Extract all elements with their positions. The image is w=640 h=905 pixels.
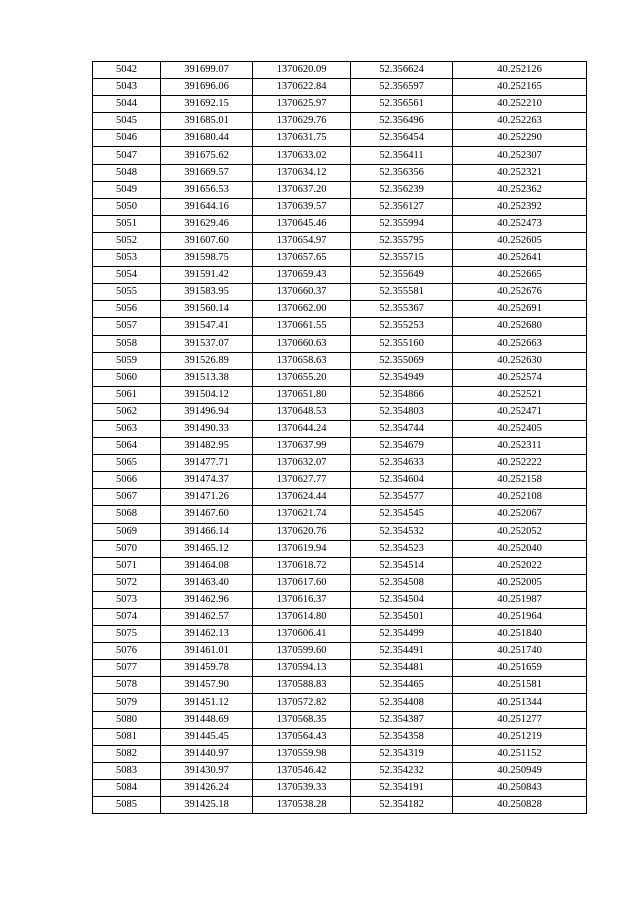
x-coordinate-cell: 391656.53 bbox=[161, 181, 253, 198]
coordinates-table bbox=[92, 61, 587, 814]
x-coordinate-cell: 391591.42 bbox=[161, 267, 253, 284]
y-coordinate-cell: 1370655.20 bbox=[253, 369, 351, 386]
y-coordinate-cell: 1370634.12 bbox=[253, 164, 351, 181]
table-row bbox=[93, 301, 587, 318]
longitude-cell: 40.252321 bbox=[453, 164, 587, 181]
longitude-cell: 40.252108 bbox=[453, 489, 587, 506]
point-number-cell: 5072 bbox=[93, 574, 161, 591]
x-coordinate-cell: 391426.24 bbox=[161, 779, 253, 796]
point-number-cell: 5073 bbox=[93, 591, 161, 608]
point-number-cell: 5046 bbox=[93, 130, 161, 147]
table-row bbox=[93, 506, 587, 523]
latitude-cell: 52.354508 bbox=[351, 574, 453, 591]
longitude-cell: 40.252311 bbox=[453, 438, 587, 455]
point-number-cell: 5055 bbox=[93, 284, 161, 301]
coordinates-table-body bbox=[93, 62, 587, 814]
x-coordinate-cell: 391463.40 bbox=[161, 574, 253, 591]
y-coordinate-cell: 1370619.94 bbox=[253, 540, 351, 557]
x-coordinate-cell: 391466.14 bbox=[161, 523, 253, 540]
y-coordinate-cell: 1370631.75 bbox=[253, 130, 351, 147]
longitude-cell: 40.252022 bbox=[453, 557, 587, 574]
table-row bbox=[93, 762, 587, 779]
x-coordinate-cell: 391675.62 bbox=[161, 147, 253, 164]
y-coordinate-cell: 1370588.83 bbox=[253, 677, 351, 694]
y-coordinate-cell: 1370546.42 bbox=[253, 762, 351, 779]
table-row bbox=[93, 318, 587, 335]
x-coordinate-cell: 391696.06 bbox=[161, 79, 253, 96]
x-coordinate-cell: 391560.14 bbox=[161, 301, 253, 318]
y-coordinate-cell: 1370539.33 bbox=[253, 779, 351, 796]
table-row bbox=[93, 523, 587, 540]
point-number-cell: 5048 bbox=[93, 164, 161, 181]
table-row bbox=[93, 386, 587, 403]
table-row bbox=[93, 779, 587, 796]
x-coordinate-cell: 391598.75 bbox=[161, 250, 253, 267]
point-number-cell: 5074 bbox=[93, 609, 161, 626]
longitude-cell: 40.252165 bbox=[453, 79, 587, 96]
y-coordinate-cell: 1370559.98 bbox=[253, 745, 351, 762]
x-coordinate-cell: 391685.01 bbox=[161, 113, 253, 130]
x-coordinate-cell: 391430.97 bbox=[161, 762, 253, 779]
x-coordinate-cell: 391448.69 bbox=[161, 711, 253, 728]
longitude-cell: 40.252392 bbox=[453, 198, 587, 215]
x-coordinate-cell: 391462.57 bbox=[161, 609, 253, 626]
y-coordinate-cell: 1370614.80 bbox=[253, 609, 351, 626]
longitude-cell: 40.252040 bbox=[453, 540, 587, 557]
x-coordinate-cell: 391629.46 bbox=[161, 215, 253, 232]
latitude-cell: 52.355581 bbox=[351, 284, 453, 301]
table-row bbox=[93, 232, 587, 249]
latitude-cell: 52.356454 bbox=[351, 130, 453, 147]
x-coordinate-cell: 391607.60 bbox=[161, 232, 253, 249]
latitude-cell: 52.356624 bbox=[351, 62, 453, 79]
longitude-cell: 40.252691 bbox=[453, 301, 587, 318]
latitude-cell: 52.356561 bbox=[351, 96, 453, 113]
x-coordinate-cell: 391526.89 bbox=[161, 352, 253, 369]
point-number-cell: 5064 bbox=[93, 438, 161, 455]
longitude-cell: 40.252473 bbox=[453, 215, 587, 232]
point-number-cell: 5047 bbox=[93, 147, 161, 164]
table-row bbox=[93, 438, 587, 455]
latitude-cell: 52.356239 bbox=[351, 181, 453, 198]
table-row bbox=[93, 113, 587, 130]
x-coordinate-cell: 391465.12 bbox=[161, 540, 253, 557]
latitude-cell: 52.354633 bbox=[351, 455, 453, 472]
x-coordinate-cell: 391477.71 bbox=[161, 455, 253, 472]
point-number-cell: 5069 bbox=[93, 523, 161, 540]
table-row bbox=[93, 62, 587, 79]
table-row bbox=[93, 540, 587, 557]
table-row bbox=[93, 472, 587, 489]
table-row bbox=[93, 335, 587, 352]
point-number-cell: 5042 bbox=[93, 62, 161, 79]
point-number-cell: 5067 bbox=[93, 489, 161, 506]
latitude-cell: 52.354532 bbox=[351, 523, 453, 540]
longitude-cell: 40.252052 bbox=[453, 523, 587, 540]
y-coordinate-cell: 1370645.46 bbox=[253, 215, 351, 232]
latitude-cell: 52.355367 bbox=[351, 301, 453, 318]
x-coordinate-cell: 391445.45 bbox=[161, 728, 253, 745]
table-row bbox=[93, 215, 587, 232]
latitude-cell: 52.354387 bbox=[351, 711, 453, 728]
latitude-cell: 52.354866 bbox=[351, 386, 453, 403]
y-coordinate-cell: 1370621.74 bbox=[253, 506, 351, 523]
longitude-cell: 40.252605 bbox=[453, 232, 587, 249]
table-row bbox=[93, 284, 587, 301]
x-coordinate-cell: 391504.12 bbox=[161, 386, 253, 403]
table-row bbox=[93, 694, 587, 711]
longitude-cell: 40.251277 bbox=[453, 711, 587, 728]
point-number-cell: 5085 bbox=[93, 797, 161, 814]
x-coordinate-cell: 391471.26 bbox=[161, 489, 253, 506]
point-number-cell: 5045 bbox=[93, 113, 161, 130]
latitude-cell: 52.354803 bbox=[351, 403, 453, 420]
latitude-cell: 52.356496 bbox=[351, 113, 453, 130]
table-row bbox=[93, 489, 587, 506]
point-number-cell: 5079 bbox=[93, 694, 161, 711]
y-coordinate-cell: 1370629.76 bbox=[253, 113, 351, 130]
point-number-cell: 5078 bbox=[93, 677, 161, 694]
x-coordinate-cell: 391425.18 bbox=[161, 797, 253, 814]
longitude-cell: 40.251964 bbox=[453, 609, 587, 626]
y-coordinate-cell: 1370632.07 bbox=[253, 455, 351, 472]
longitude-cell: 40.252290 bbox=[453, 130, 587, 147]
y-coordinate-cell: 1370660.63 bbox=[253, 335, 351, 352]
point-number-cell: 5062 bbox=[93, 403, 161, 420]
point-number-cell: 5070 bbox=[93, 540, 161, 557]
y-coordinate-cell: 1370618.72 bbox=[253, 557, 351, 574]
longitude-cell: 40.252471 bbox=[453, 403, 587, 420]
latitude-cell: 52.354679 bbox=[351, 438, 453, 455]
y-coordinate-cell: 1370660.37 bbox=[253, 284, 351, 301]
point-number-cell: 5057 bbox=[93, 318, 161, 335]
latitude-cell: 52.354501 bbox=[351, 609, 453, 626]
longitude-cell: 40.252663 bbox=[453, 335, 587, 352]
longitude-cell: 40.252680 bbox=[453, 318, 587, 335]
table-row bbox=[93, 352, 587, 369]
point-number-cell: 5065 bbox=[93, 455, 161, 472]
longitude-cell: 40.252676 bbox=[453, 284, 587, 301]
x-coordinate-cell: 391496.94 bbox=[161, 403, 253, 420]
point-number-cell: 5053 bbox=[93, 250, 161, 267]
longitude-cell: 40.251987 bbox=[453, 591, 587, 608]
y-coordinate-cell: 1370662.00 bbox=[253, 301, 351, 318]
latitude-cell: 52.354408 bbox=[351, 694, 453, 711]
x-coordinate-cell: 391644.16 bbox=[161, 198, 253, 215]
longitude-cell: 40.251219 bbox=[453, 728, 587, 745]
x-coordinate-cell: 391490.33 bbox=[161, 420, 253, 437]
table-row bbox=[93, 728, 587, 745]
y-coordinate-cell: 1370657.65 bbox=[253, 250, 351, 267]
y-coordinate-cell: 1370627.77 bbox=[253, 472, 351, 489]
longitude-cell: 40.252158 bbox=[453, 472, 587, 489]
x-coordinate-cell: 391547.41 bbox=[161, 318, 253, 335]
y-coordinate-cell: 1370654.97 bbox=[253, 232, 351, 249]
x-coordinate-cell: 391451.12 bbox=[161, 694, 253, 711]
x-coordinate-cell: 391692.15 bbox=[161, 96, 253, 113]
latitude-cell: 52.354577 bbox=[351, 489, 453, 506]
table-row bbox=[93, 181, 587, 198]
longitude-cell: 40.251840 bbox=[453, 626, 587, 643]
latitude-cell: 52.355253 bbox=[351, 318, 453, 335]
latitude-cell: 52.356411 bbox=[351, 147, 453, 164]
table-row bbox=[93, 745, 587, 762]
table-row bbox=[93, 591, 587, 608]
table-row bbox=[93, 557, 587, 574]
latitude-cell: 52.354491 bbox=[351, 643, 453, 660]
y-coordinate-cell: 1370637.20 bbox=[253, 181, 351, 198]
x-coordinate-cell: 391537.07 bbox=[161, 335, 253, 352]
table-row bbox=[93, 420, 587, 437]
table-row bbox=[93, 147, 587, 164]
table-row bbox=[93, 455, 587, 472]
point-number-cell: 5083 bbox=[93, 762, 161, 779]
longitude-cell: 40.250949 bbox=[453, 762, 587, 779]
y-coordinate-cell: 1370572.82 bbox=[253, 694, 351, 711]
latitude-cell: 52.355069 bbox=[351, 352, 453, 369]
table-row bbox=[93, 403, 587, 420]
longitude-cell: 40.251344 bbox=[453, 694, 587, 711]
latitude-cell: 52.356127 bbox=[351, 198, 453, 215]
longitude-cell: 40.252210 bbox=[453, 96, 587, 113]
longitude-cell: 40.252263 bbox=[453, 113, 587, 130]
latitude-cell: 52.355649 bbox=[351, 267, 453, 284]
point-number-cell: 5056 bbox=[93, 301, 161, 318]
point-number-cell: 5063 bbox=[93, 420, 161, 437]
longitude-cell: 40.250828 bbox=[453, 797, 587, 814]
point-number-cell: 5066 bbox=[93, 472, 161, 489]
longitude-cell: 40.252641 bbox=[453, 250, 587, 267]
x-coordinate-cell: 391474.37 bbox=[161, 472, 253, 489]
latitude-cell: 52.355160 bbox=[351, 335, 453, 352]
longitude-cell: 40.252630 bbox=[453, 352, 587, 369]
longitude-cell: 40.252665 bbox=[453, 267, 587, 284]
table-row bbox=[93, 711, 587, 728]
longitude-cell: 40.251581 bbox=[453, 677, 587, 694]
latitude-cell: 52.354545 bbox=[351, 506, 453, 523]
table-row bbox=[93, 267, 587, 284]
point-number-cell: 5051 bbox=[93, 215, 161, 232]
latitude-cell: 52.354949 bbox=[351, 369, 453, 386]
x-coordinate-cell: 391457.90 bbox=[161, 677, 253, 694]
table-row bbox=[93, 96, 587, 113]
point-number-cell: 5054 bbox=[93, 267, 161, 284]
longitude-cell: 40.252362 bbox=[453, 181, 587, 198]
y-coordinate-cell: 1370616.37 bbox=[253, 591, 351, 608]
table-row bbox=[93, 79, 587, 96]
y-coordinate-cell: 1370599.60 bbox=[253, 643, 351, 660]
x-coordinate-cell: 391459.78 bbox=[161, 660, 253, 677]
latitude-cell: 52.354319 bbox=[351, 745, 453, 762]
y-coordinate-cell: 1370625.97 bbox=[253, 96, 351, 113]
longitude-cell: 40.251740 bbox=[453, 643, 587, 660]
table-row bbox=[93, 609, 587, 626]
point-number-cell: 5084 bbox=[93, 779, 161, 796]
longitude-cell: 40.252222 bbox=[453, 455, 587, 472]
x-coordinate-cell: 391462.13 bbox=[161, 626, 253, 643]
y-coordinate-cell: 1370564.43 bbox=[253, 728, 351, 745]
table-row bbox=[93, 660, 587, 677]
y-coordinate-cell: 1370658.63 bbox=[253, 352, 351, 369]
y-coordinate-cell: 1370594.13 bbox=[253, 660, 351, 677]
point-number-cell: 5059 bbox=[93, 352, 161, 369]
point-number-cell: 5052 bbox=[93, 232, 161, 249]
point-number-cell: 5077 bbox=[93, 660, 161, 677]
x-coordinate-cell: 391482.95 bbox=[161, 438, 253, 455]
latitude-cell: 52.356356 bbox=[351, 164, 453, 181]
y-coordinate-cell: 1370624.44 bbox=[253, 489, 351, 506]
y-coordinate-cell: 1370620.76 bbox=[253, 523, 351, 540]
latitude-cell: 52.354191 bbox=[351, 779, 453, 796]
y-coordinate-cell: 1370661.55 bbox=[253, 318, 351, 335]
y-coordinate-cell: 1370606.41 bbox=[253, 626, 351, 643]
table-row bbox=[93, 677, 587, 694]
x-coordinate-cell: 391464.08 bbox=[161, 557, 253, 574]
y-coordinate-cell: 1370620.09 bbox=[253, 62, 351, 79]
latitude-cell: 52.354504 bbox=[351, 591, 453, 608]
longitude-cell: 40.252405 bbox=[453, 420, 587, 437]
point-number-cell: 5050 bbox=[93, 198, 161, 215]
latitude-cell: 52.354182 bbox=[351, 797, 453, 814]
longitude-cell: 40.252005 bbox=[453, 574, 587, 591]
longitude-cell: 40.252307 bbox=[453, 147, 587, 164]
point-number-cell: 5081 bbox=[93, 728, 161, 745]
longitude-cell: 40.252521 bbox=[453, 386, 587, 403]
latitude-cell: 52.355795 bbox=[351, 232, 453, 249]
table-row bbox=[93, 574, 587, 591]
y-coordinate-cell: 1370617.60 bbox=[253, 574, 351, 591]
point-number-cell: 5043 bbox=[93, 79, 161, 96]
x-coordinate-cell: 391583.95 bbox=[161, 284, 253, 301]
longitude-cell: 40.251152 bbox=[453, 745, 587, 762]
longitude-cell: 40.251659 bbox=[453, 660, 587, 677]
y-coordinate-cell: 1370659.43 bbox=[253, 267, 351, 284]
x-coordinate-cell: 391467.60 bbox=[161, 506, 253, 523]
point-number-cell: 5061 bbox=[93, 386, 161, 403]
point-number-cell: 5076 bbox=[93, 643, 161, 660]
point-number-cell: 5071 bbox=[93, 557, 161, 574]
point-number-cell: 5060 bbox=[93, 369, 161, 386]
longitude-cell: 40.250843 bbox=[453, 779, 587, 796]
x-coordinate-cell: 391680.44 bbox=[161, 130, 253, 147]
latitude-cell: 52.354514 bbox=[351, 557, 453, 574]
longitude-cell: 40.252126 bbox=[453, 62, 587, 79]
latitude-cell: 52.354523 bbox=[351, 540, 453, 557]
latitude-cell: 52.354481 bbox=[351, 660, 453, 677]
y-coordinate-cell: 1370633.02 bbox=[253, 147, 351, 164]
table-row bbox=[93, 643, 587, 660]
latitude-cell: 52.356597 bbox=[351, 79, 453, 96]
latitude-cell: 52.354499 bbox=[351, 626, 453, 643]
table-row bbox=[93, 130, 587, 147]
point-number-cell: 5082 bbox=[93, 745, 161, 762]
table-row bbox=[93, 369, 587, 386]
latitude-cell: 52.354232 bbox=[351, 762, 453, 779]
y-coordinate-cell: 1370639.57 bbox=[253, 198, 351, 215]
y-coordinate-cell: 1370637.99 bbox=[253, 438, 351, 455]
table-row bbox=[93, 164, 587, 181]
x-coordinate-cell: 391699.07 bbox=[161, 62, 253, 79]
x-coordinate-cell: 391513.38 bbox=[161, 369, 253, 386]
point-number-cell: 5080 bbox=[93, 711, 161, 728]
y-coordinate-cell: 1370568.35 bbox=[253, 711, 351, 728]
longitude-cell: 40.252067 bbox=[453, 506, 587, 523]
longitude-cell: 40.252574 bbox=[453, 369, 587, 386]
point-number-cell: 5068 bbox=[93, 506, 161, 523]
table-row bbox=[93, 626, 587, 643]
table-row bbox=[93, 250, 587, 267]
y-coordinate-cell: 1370648.53 bbox=[253, 403, 351, 420]
table-row bbox=[93, 198, 587, 215]
y-coordinate-cell: 1370538.28 bbox=[253, 797, 351, 814]
latitude-cell: 52.354744 bbox=[351, 420, 453, 437]
latitude-cell: 52.355994 bbox=[351, 215, 453, 232]
latitude-cell: 52.354465 bbox=[351, 677, 453, 694]
x-coordinate-cell: 391462.96 bbox=[161, 591, 253, 608]
y-coordinate-cell: 1370644.24 bbox=[253, 420, 351, 437]
latitude-cell: 52.355715 bbox=[351, 250, 453, 267]
y-coordinate-cell: 1370622.84 bbox=[253, 79, 351, 96]
table-row bbox=[93, 797, 587, 814]
x-coordinate-cell: 391440.97 bbox=[161, 745, 253, 762]
point-number-cell: 5049 bbox=[93, 181, 161, 198]
y-coordinate-cell: 1370651.80 bbox=[253, 386, 351, 403]
point-number-cell: 5058 bbox=[93, 335, 161, 352]
latitude-cell: 52.354358 bbox=[351, 728, 453, 745]
x-coordinate-cell: 391669.57 bbox=[161, 164, 253, 181]
latitude-cell: 52.354604 bbox=[351, 472, 453, 489]
point-number-cell: 5075 bbox=[93, 626, 161, 643]
point-number-cell: 5044 bbox=[93, 96, 161, 113]
x-coordinate-cell: 391461.01 bbox=[161, 643, 253, 660]
